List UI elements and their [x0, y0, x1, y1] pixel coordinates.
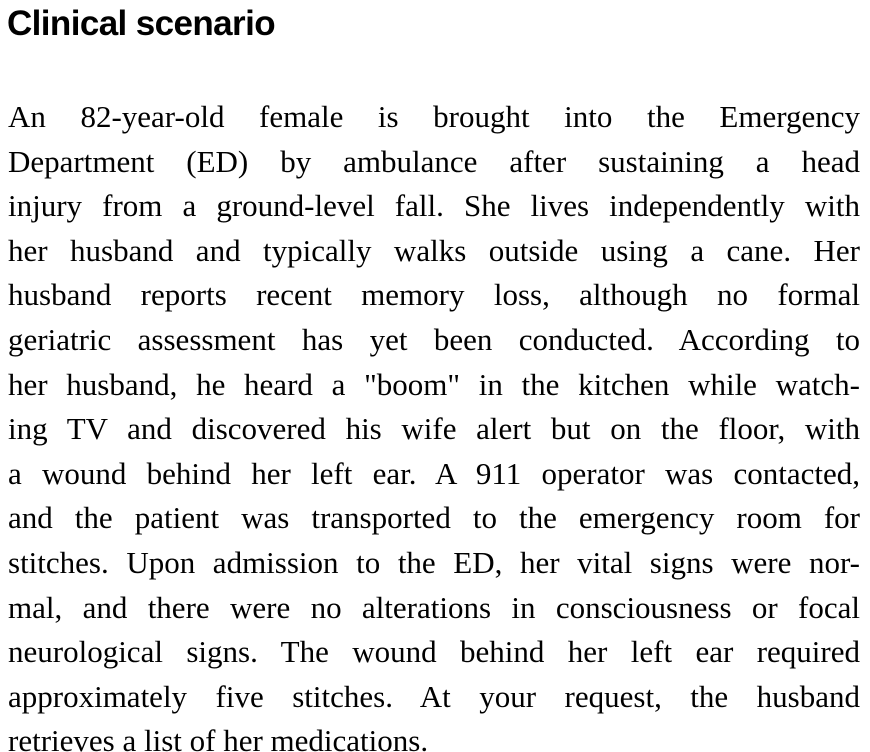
paragraph-line: her husband and typically walks outside using a cane. Her — [8, 232, 860, 268]
paragraph-line: husband reports recent memory loss, although no formal — [8, 277, 860, 313]
paragraph-line: mal, and there were no alterations in consciousness or focal — [8, 589, 860, 625]
section-heading: Clinical scenario — [7, 4, 275, 43]
paragraph-line: An 82-year-old female is brought into the Emergency — [8, 99, 860, 134]
paragraph-line: ing TV and discovered his wife alert but on the floor, with — [8, 411, 860, 447]
paragraph-line: a wound behind her left ear. A 911 operator was contacted, — [8, 455, 860, 491]
paragraph-line: her husband, he heard a "boom" in the kitchen while watch- — [8, 366, 860, 402]
paragraph-line: approximately five stitches. At your request, the husband — [8, 678, 860, 714]
paragraph-line: retrieves a list of her medications. — [8, 723, 429, 752]
paragraph-line: stitches. Upon admission to the ED, her vital signs were nor- — [8, 544, 860, 580]
paragraph-line: injury from a ground-level fall. She lives independently with — [8, 188, 860, 224]
paragraph-line: neurological signs. The wound behind her left ear required — [8, 634, 860, 670]
paragraph-line: geriatric assessment has yet been conducted. According to — [8, 321, 860, 357]
paragraph-line: and the patient was transported to the emergency room for — [8, 500, 860, 536]
paragraph-line: Department (ED) by ambulance after sustaining a head — [8, 143, 860, 179]
clinical-scenario-paragraph — [8, 95, 860, 752]
